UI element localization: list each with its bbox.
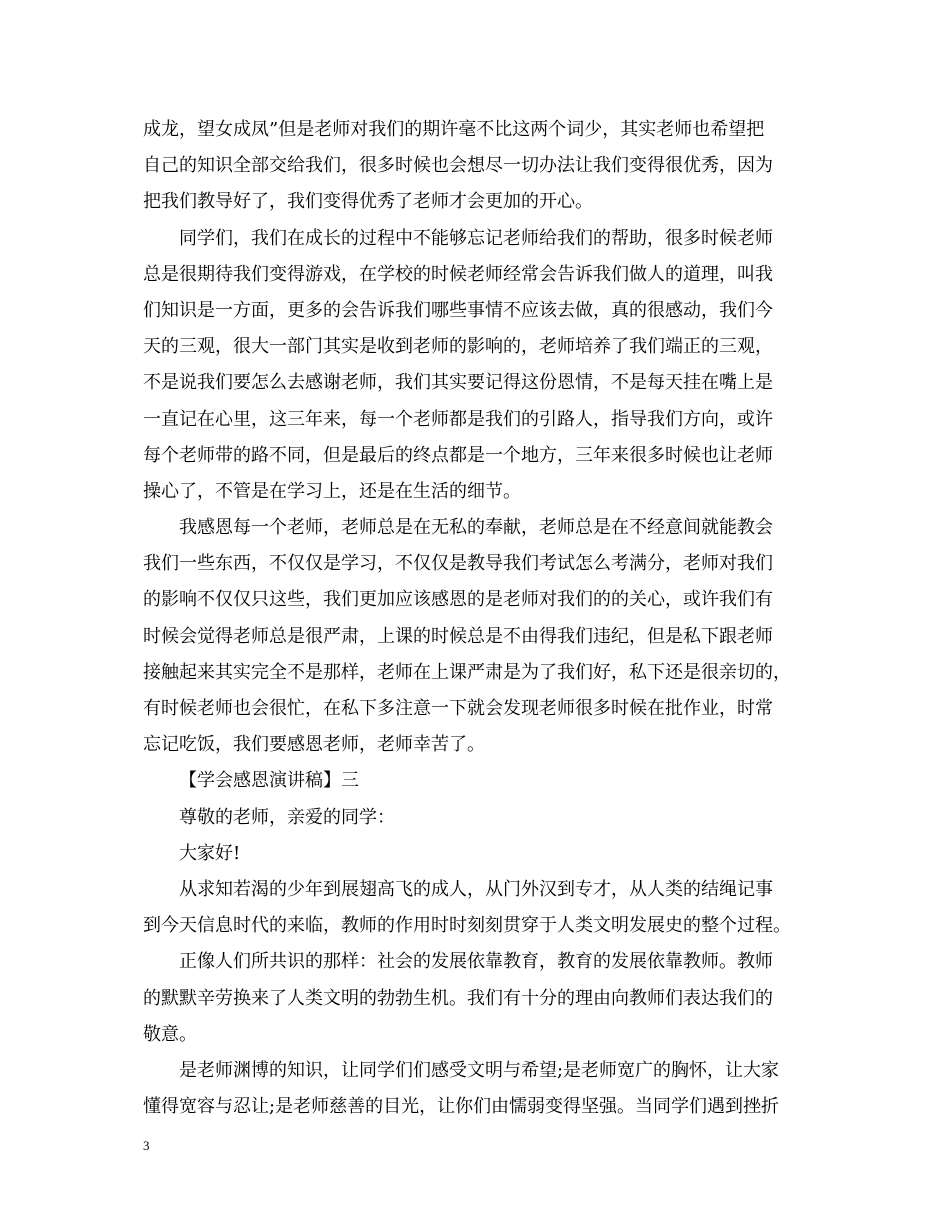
text-line: 操心了，不管是在学习上，还是在生活的细节。 — [143, 480, 521, 502]
text-line: 【学会感恩演讲稿】三 — [179, 770, 359, 792]
text-line: 大家好! — [179, 842, 241, 864]
text-line: 总是很期待我们变得游戏，在学校的时候老师经常会告诉我们做人的道理，叫我 — [143, 263, 773, 285]
text-line: 把我们教导好了，我们变得优秀了老师才会更加的开心。 — [143, 191, 593, 213]
text-line: 不是说我们要怎么去感谢老师，我们其实要记得这份恩情，不是每天挂在嘴上是 — [143, 372, 773, 394]
page-number: 3 — [143, 1138, 150, 1153]
text-line: 每个老师带的路不同，但是最后的终点都是一个地方，三年来很多时候也让老师 — [143, 444, 773, 466]
text-line: 成龙，望女成凤”但是老师对我们的期许毫不比这两个词少，其实老师也希望把 — [143, 119, 765, 140]
text-line: 到今天信息时代的来临，教师的作用时时刻刻贯穿于人类文明发展史的整个过程。 — [143, 915, 791, 937]
text-line: 天的三观，很大一部门其实是收到老师的影响的，老师培养了我们端正的三观， — [143, 336, 773, 358]
text-line: 自己的知识全部交给我们，很多时候也会想尽一切办法让我们变得很优秀，因为 — [143, 155, 773, 177]
text-line: 的影响不仅仅只这些，我们更加应该感恩的是老师对我们的的关心，或许我们有 — [143, 589, 773, 611]
text-line: 敬意。 — [143, 1023, 197, 1045]
text-line: 有时候老师也会很忙，在私下多注意一下就会发现老师很多时候在批作业，时常 — [143, 698, 773, 719]
text-line: 们知识是一方面，更多的会告诉我们哪些事情不应该去做，真的很感动，我们今 — [143, 299, 773, 321]
text-line: 忘记吃饭，我们要感恩老师，老师幸苦了。 — [143, 734, 485, 756]
text-line: 接触起来其实完全不是那样，老师在上课严肃是为了我们好，私下还是很亲切的， — [143, 661, 791, 683]
body-text — [143, 112, 823, 1125]
text-line: 时候会觉得老师总是很严肃，上课的时候总是不由得我们违纪，但是私下跟老师 — [143, 625, 773, 647]
text-line: 一直记在心里，这三年来，每一个老师都是我们的引路人，指导我们方向，或许 — [143, 408, 773, 430]
text-line: 是老师渊博的知识，让同学们们感受文明与希望;是老师宽广的胸怀，让大家 — [179, 1059, 780, 1081]
text-line: 的默默辛劳换来了人类文明的勃勃生机。我们有十分的理由向教师们表达我们的 — [143, 987, 773, 1009]
text-line: 懂得宽容与忍让;是老师慈善的目光，让你们由懦弱变得坚强。当同学们遇到挫折 — [143, 1096, 780, 1118]
text-line: 从求知若渴的少年到展翅高飞的成人，从门外汉到专才，从人类的结绳记事 — [179, 878, 773, 900]
text-line: 我们一些东西，不仅仅是学习，不仅仅是教导我们考试怎么考满分，老师对我们 — [143, 553, 773, 575]
text-line: 同学们，我们在成长的过程中不能够忘记老师给我们的帮助，很多时候老师 — [179, 227, 773, 249]
text-line: 我感恩每一个老师，老师总是在无私的奉献，老师总是在不经意间就能教会 — [179, 517, 773, 539]
text-line: 尊敬的老师，亲爱的同学： — [179, 806, 395, 828]
text-line: 正像人们所共识的那样：社会的发展依靠教育，教育的发展依靠教师。教师 — [179, 951, 773, 973]
